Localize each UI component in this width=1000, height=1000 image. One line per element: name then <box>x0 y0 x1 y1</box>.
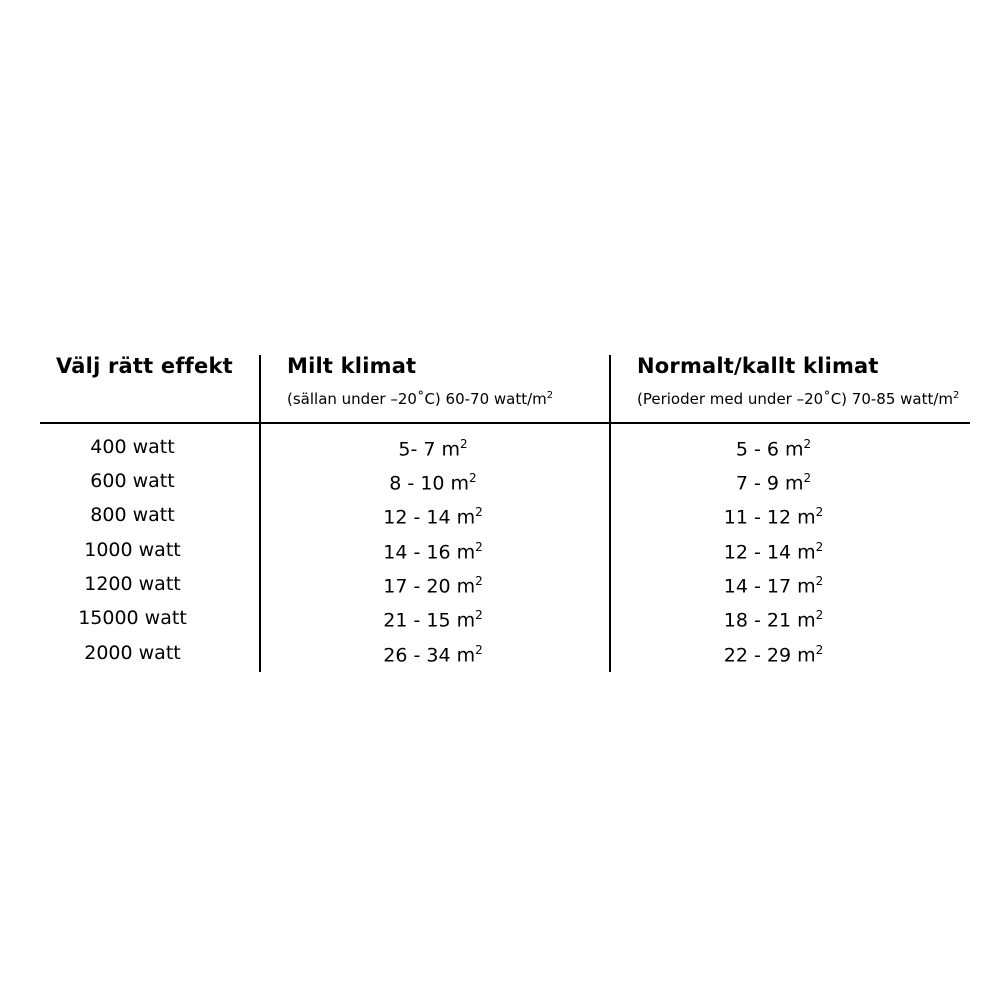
cell-cold-area <box>610 638 970 672</box>
column-header-power-title: Välj rätt effekt <box>56 354 233 378</box>
cell-mild-area-unit-superscript: 2 <box>475 608 483 623</box>
cell-cold-area-unit-superscript: 2 <box>803 470 812 485</box>
table-body <box>40 423 970 672</box>
column-header-power <box>40 355 260 423</box>
column-header-mild-climate-subtitle-superscript: 2 <box>546 390 554 402</box>
cell-cold-area <box>610 535 970 569</box>
cell-mild-area <box>260 500 610 534</box>
cell-cold-area-unit-superscript: 2 <box>815 573 824 588</box>
cell-cold-area-value: 14 - 17 m <box>723 575 816 598</box>
cell-mild-area <box>260 423 610 466</box>
cell-mild-area-unit-superscript: 2 <box>459 436 468 451</box>
cell-mild-area-unit-superscript: 2 <box>469 470 477 485</box>
table-row <box>40 423 970 466</box>
cell-cold-area-value: 18 - 21 m <box>723 609 816 632</box>
cell-cold-area-unit-superscript: 2 <box>815 505 824 520</box>
cell-mild-area-unit-superscript: 2 <box>475 539 483 554</box>
cell-cold-area-value: 11 - 12 m <box>723 506 816 529</box>
cell-cold-area-value: 22 - 29 m <box>723 643 816 666</box>
column-header-mild-climate <box>260 355 610 423</box>
cell-cold-area-unit-superscript: 2 <box>815 642 824 657</box>
cell-cold-area-value: 5 - 6 m <box>735 437 804 460</box>
table-row <box>40 569 970 603</box>
cell-mild-area <box>260 603 610 637</box>
cell-mild-area-value: 26 - 34 m <box>383 643 476 666</box>
cell-mild-area <box>260 569 610 603</box>
column-header-cold-climate-subtitle <box>637 390 970 408</box>
table-header-row <box>40 355 970 423</box>
cell-mild-area-value: 8 - 10 m <box>389 472 470 495</box>
cell-power: 2000 watt <box>84 641 181 664</box>
cell-mild-area-unit-superscript: 2 <box>475 505 483 520</box>
cell-cold-area <box>610 423 970 466</box>
table-row <box>40 500 970 534</box>
cell-cold-area <box>610 500 970 534</box>
cell-mild-area-unit-superscript: 2 <box>475 573 483 588</box>
cell-cold-area-value: 12 - 14 m <box>723 540 816 563</box>
cell-cold-area-unit-superscript: 2 <box>815 608 824 623</box>
table-header <box>40 355 970 423</box>
cell-mild-area-value: 12 - 14 m <box>383 506 476 529</box>
column-header-cold-climate-subtitle-superscript: 2 <box>953 390 960 402</box>
power-selection-table-container <box>40 355 970 672</box>
cell-power: 15000 watt <box>78 607 187 630</box>
cell-power: 400 watt <box>90 435 175 458</box>
power-selection-table <box>40 355 970 672</box>
cell-mild-area-value: 17 - 20 m <box>383 575 476 598</box>
cell-power: 800 watt <box>90 504 175 527</box>
cell-mild-area-value: 5- 7 m <box>398 437 460 460</box>
cell-mild-area <box>260 638 610 672</box>
cell-power: 1200 watt <box>84 572 181 595</box>
table-row <box>40 535 970 569</box>
cell-mild-area-unit-superscript: 2 <box>475 642 483 657</box>
cell-cold-area <box>610 569 970 603</box>
cell-mild-area <box>260 466 610 500</box>
column-header-cold-climate <box>610 355 970 423</box>
cell-power: 600 watt <box>90 469 175 492</box>
column-header-cold-climate-subtitle-text: (Perioder med under –20˚C) 70-85 watt/m <box>637 390 954 409</box>
cell-mild-area-value: 21 - 15 m <box>383 609 476 632</box>
column-header-mild-climate-subtitle-text: (sällan under –20˚C) 60-70 watt/m <box>287 390 547 409</box>
cell-cold-area-unit-superscript: 2 <box>803 436 812 451</box>
cell-cold-area-value: 7 - 9 m <box>735 472 804 495</box>
table-row <box>40 466 970 500</box>
cell-mild-area <box>260 535 610 569</box>
column-header-cold-climate-title: Normalt/kallt klimat <box>637 354 879 378</box>
cell-mild-area-value: 14 - 16 m <box>383 540 476 563</box>
column-header-mild-climate-title: Milt klimat <box>287 354 417 378</box>
table-row <box>40 603 970 637</box>
cell-power: 1000 watt <box>84 538 181 561</box>
table-row <box>40 638 970 672</box>
column-header-mild-climate-subtitle <box>287 390 609 408</box>
cell-cold-area-unit-superscript: 2 <box>815 539 824 554</box>
cell-cold-area <box>610 603 970 637</box>
cell-cold-area <box>610 466 970 500</box>
